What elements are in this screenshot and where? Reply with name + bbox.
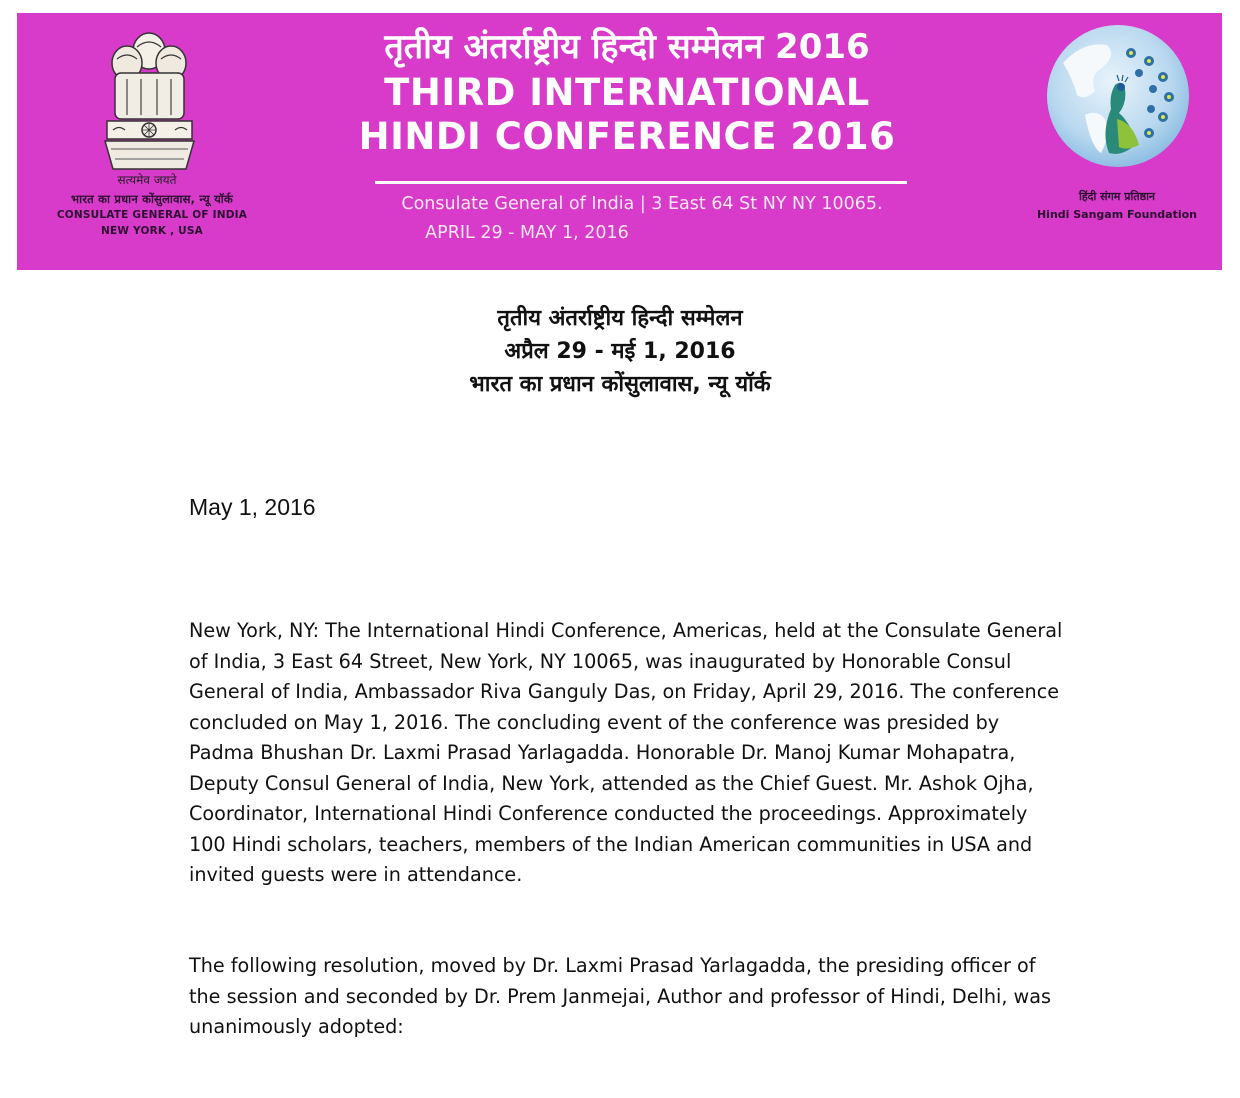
foundation-caption-english: Hindi Sangam Foundation: [1036, 208, 1198, 221]
heading-line1: तृतीय अंतर्राष्ट्रीय हिन्दी सम्मेलन: [497, 306, 743, 331]
globe-peacock-icon: [1045, 23, 1191, 169]
heading-line2: अप्रैल 29 - मई 1, 2016: [504, 339, 736, 364]
banner-title-line2: HINDI CONFERENCE 2016: [358, 115, 896, 158]
banner-title-block: [337, 25, 917, 159]
document-heading: [320, 302, 920, 401]
banner-divider: [375, 181, 907, 184]
consulate-caption-line2: NEW YORK , USA: [101, 225, 203, 237]
foundation-caption: [1012, 188, 1222, 224]
body-paragraph-2: The following resolution, moved by Dr. Laxmi Prasad Yarlagadda, the presiding officer of the session and seconded by Dr. Prem Janmejai, Author and professor of Hindi, Delhi, was unanimously adopted:: [189, 954, 1051, 1038]
banner-dates-row: [337, 219, 1067, 247]
consulate-caption: [47, 191, 257, 239]
banner-title-hindi: तृतीय अंतर्राष्ट्रीय हिन्दी सम्मेलन 2016: [384, 27, 870, 67]
banner-dates: APRIL 29 - MAY 1, 2016: [425, 223, 629, 243]
letter-date: May 1, 2016: [189, 494, 316, 520]
ashoka-lion-capital-icon: [97, 29, 202, 179]
consulate-caption-hindi: भारत का प्रधान कोंसुलावास, न्यू यॉर्क: [71, 192, 233, 206]
consulate-caption-line1: CONSULATE GENERAL OF INDIA: [56, 209, 248, 221]
foundation-caption-hindi: हिंदी संगम प्रतिष्ठान: [1078, 190, 1156, 203]
emblem-motto: सत्यमेव जयते: [117, 173, 177, 187]
banner-title-line1: THIRD INTERNATIONAL: [384, 71, 870, 114]
body-paragraph-1: New York, NY: The International Hindi Conference, Americas, held at the Consulate General of India, 3 East 64 Street, New York, NY 10065, was inaugurated by Honorable Consul General of India, Ambassador Riva Ganguly Das, on Friday, April 29, 2016. The conference concluded on May 1, 2016. The concluding event of the conference was presided by Padma Bhushan Dr. Laxmi Prasad Yarlagadda. Honorable Dr. Manoj Kumar Mohapatra, Deputy Consul General of India, New York, attended as the Chief Guest. Mr. Ashok Ojha, Coordinator, International Hindi Conference conducted the proceedings. Approximately 100 Hindi scholars, teachers, members of the Indian American communities in USA and invited guests were in attendance.: [189, 619, 1063, 886]
heading-line3: भारत का प्रधान कोंसुलावास, न्यू यॉर्क: [469, 372, 771, 397]
conference-banner: [17, 13, 1222, 270]
banner-venue: Consulate General of India | 3 East 64 St NY NY 10065.: [401, 194, 883, 214]
